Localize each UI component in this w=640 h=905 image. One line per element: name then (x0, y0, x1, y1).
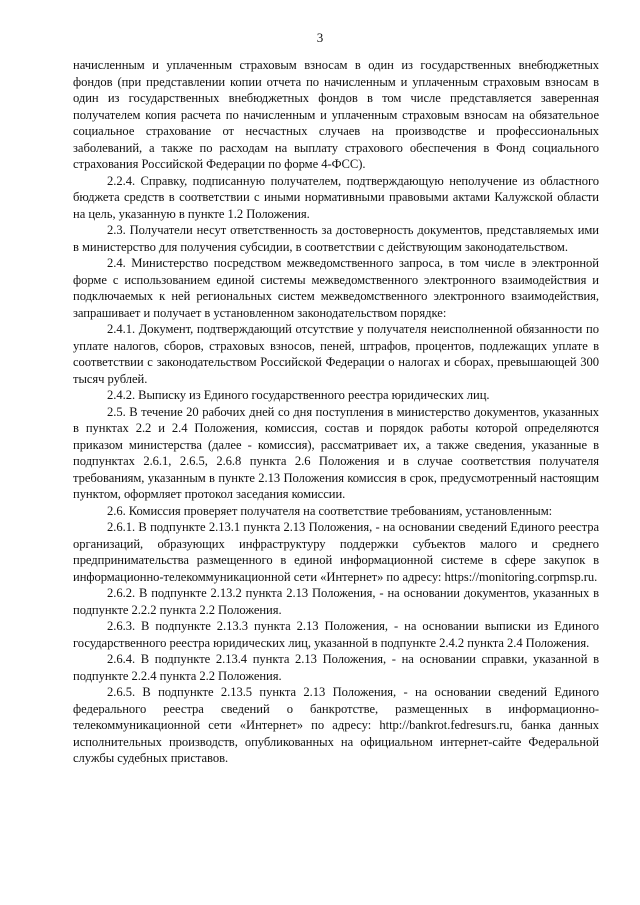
paragraph-2-3: 2.3. Получатели несут ответственность за достоверность документов, представляемых ими в министерство для получения субсидии, в соответствии с действующим законодательством. (73, 223, 599, 254)
page-number: 3 (316, 30, 324, 45)
paragraph-continuation: начисленным и уплаченным страховым взносам в один из государственных внебюджетных фондов (при представлении копии отчета по начисленным и уплаченным страховым взносам в один из государственных внебюджетных фондов в том числе представляется заверенная получателем копия расчета по начисленным и уплаченным страховым взносам на обязательное социальное страхование от несчастных случаев на производстве и профессиональных заболеваний, а также по расходам на выплату страхового обеспечения в Фонд социального страхования Российской Федерации по форме 4-ФСС). (73, 58, 599, 171)
paragraph-2-5: 2.5. В течение 20 рабочих дней со дня поступления в министерство документов, указанных в пунктах 2.2 и 2.4 Положения, комиссия, состав и порядок работы которой определяются приказом министерства (далее - комиссия), рассматривает их, а также сведения, указанные в подпунктах 2.6.1, 2.6.5, 2.6.8 пункта 2.6 Положения и в случае соответствия получателя требованиям, указанным в пункте 2.13 Положения комиссия в срок, предусмотренный настоящим пунктом, оформляет протокол заседания комиссии. (73, 404, 599, 501)
paragraph-2-4-2: 2.4.2. Выписку из Единого государственного реестра юридических лиц. (107, 388, 490, 402)
paragraph-2-6-1: 2.6.1. В подпункте 2.13.1 пункта 2.13 Положения, - на основании сведений Единого реестра организаций, образующих инфраструктуру поддержки субъектов малого и среднего предпринимательства размещенного в единой информационной системе в сфере закупок в информационно-телекоммуникационной сети «Интернет» по адресу: https://monitoring.corpmsp.ru. (73, 520, 599, 584)
paragraph-2-6-4: 2.6.4. В подпункте 2.13.4 пункта 2.13 Положения, - на основании справки, указанной в подпункте 2.2.4 пункта 2.2 Положения. (73, 652, 599, 683)
document-body (73, 57, 599, 767)
paragraph-2-2-4: 2.2.4. Справку, подписанную получателем, подтверждающую неполучение из областного бюджета средств в соответствии с иными нормативными правовыми актами Калужской области на цель, указанную в пункте 1.2 Положения. (73, 173, 599, 221)
paragraph-2-4: 2.4. Министерство посредством межведомственного запроса, в том числе в электронной форме с использованием единой системы межведомственного электронного взаимодействия и подключаемых к ней региональных систем межведомственного электронного взаимодействия, запрашивает и получает в установленном законодательством порядке: (73, 256, 599, 320)
paragraph-2-6-5: 2.6.5. В подпункте 2.13.5 пункта 2.13 Положения, - на основании сведений Единого федерального реестра сведений о банкротстве, размещенных в информационно-телекоммуникационной сети «Интернет» по адресу: http://bankrot.fedresurs.ru, банка данных исполнительных производств, опубликованных на официальном интернет-сайте Федеральной службы судебных приставов. (73, 685, 599, 765)
paragraph-2-6-2: 2.6.2. В подпункте 2.13.2 пункта 2.13 Положения, - на основании документов, указанных в подпункте 2.2.2 пункта 2.2 Положения. (73, 586, 599, 617)
paragraph-2-6: 2.6. Комиссия проверяет получателя на соответствие требованиям, установленным: (107, 503, 553, 518)
paragraph-2-4-1: 2.4.1. Документ, подтверждающий отсутствие у получателя неисполненной обязанности по уплате налогов, сборов, страховых взносов, пеней, штрафов, процентов, подлежащих уплате в соответствии с законодательством Российской Федерации о налогах и сборах, превышающей 300 тысяч рублей. (73, 322, 599, 386)
paragraph-2-6-3: 2.6.3. В подпункте 2.13.3 пункта 2.13 Положения, - на основании выписки из Единого государственного реестра юридических лиц, указанной в подпункте 2.4.2 пункта 2.4 Положения. (73, 619, 599, 650)
